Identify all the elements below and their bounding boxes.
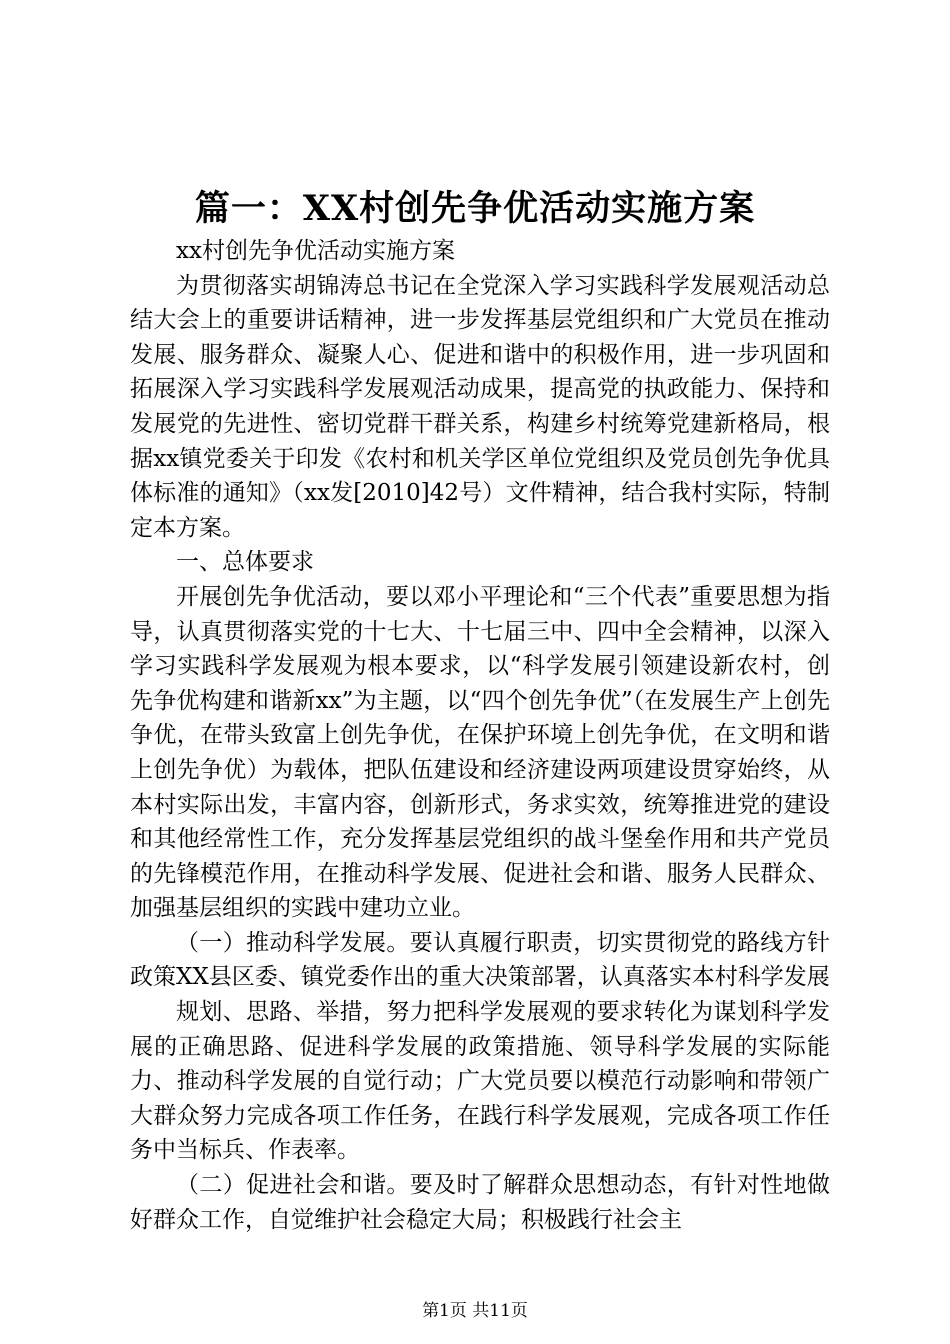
page-footer: 第1页 共11页 bbox=[422, 1301, 528, 1321]
paragraph-item-1: （一）推动科学发展。要认真履行职责，切实贯彻党的路线方针政策XX县区委、镇党委作出的重大决策部署，认真落实本村科学发展 bbox=[130, 929, 830, 991]
paragraph-general-requirements: 开展创先争优活动，要以邓小平理论和“三个代表”重要思想为指导，认真贯彻落实党的十七大、十七届三中、四中全会精神，以深入学习实践科学发展观为根本要求，以“科学发展引领建设新农村，创先争优构建和谐新xx”为主题，以“四个创先争优”（在发展生产上创先争优，在带头致富上创先争优，在保护环境上创先争优，在文明和谐上创先争优）为载体，把队伍建设和经济建设两项建设贯穿始终，从本村实际出发，丰富内容，创新形式，务求实效，统筹推进党的建设和其他经常性工作，充分发挥基层党组织的战斗堡垒作用和共产党员的先锋模范作用，在推动科学发展、促进社会和谐、服务人民群众、加强基层组织的实践中建功立业。 bbox=[130, 583, 830, 922]
paragraph-subtitle: xx村创先争优活动实施方案 bbox=[176, 238, 455, 264]
paragraph-intro: 为贯彻落实胡锦涛总书记在全党深入学习实践科学发展观活动总结大会上的重要讲话精神，进一步发挥基层党组织和广大党员在推动发展、服务群众、凝聚人心、促进和谐中的积极作用，进一步巩固和拓展深入学习实践科学发展观活动成果，提高党的执政能力、保持和发展党的先进性、密切党群干群关系，构建乡村统筹党建新格局，根据xx镇党委关于印发《农村和机关学区单位党组织及党员创先争优具体标准的通知》（xx发[2010]42号）文件精神，结合我村实际，特制定本方案。 bbox=[130, 272, 830, 541]
document-title: 篇一：XX村创先争优活动实施方案 bbox=[194, 188, 756, 229]
paragraph-item-2: （二）促进社会和谐。要及时了解群众思想动态，有针对性地做好群众工作，自觉维护社会稳定大局；积极践行社会主 bbox=[130, 1172, 830, 1233]
paragraph-item-1-continued: 规划、思路、举措，努力把科学发展观的要求转化为谋划科学发展的正确思路、促进科学发展的政策措施、领导科学发展的实际能力、推动科学发展的自觉行动；广大党员要以模范行动影响和带领广大群众努力完成各项工作任务，在践行科学发展观，完成各项工作任务中当标兵、作表率。 bbox=[130, 999, 830, 1164]
document-body bbox=[130, 234, 830, 1237]
section-heading-general-requirements: 一、总体要求 bbox=[176, 549, 314, 576]
